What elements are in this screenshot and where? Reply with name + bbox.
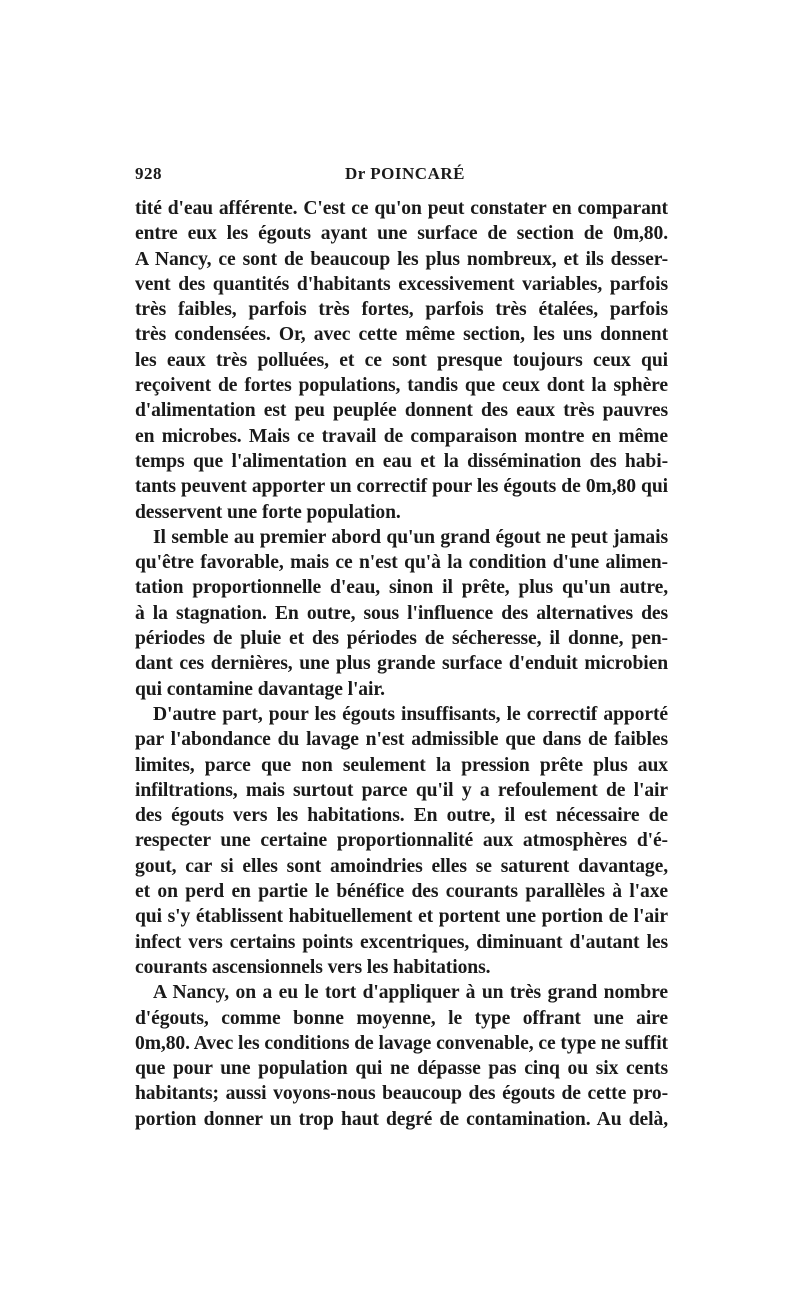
text-line: portion donner un trop haut degré de contamination. Au delà,	[135, 1108, 668, 1130]
text-line: par l'abondance du lavage n'est admissible que dans de faibles	[135, 729, 668, 751]
text-line: reçoivent de fortes populations, tandis que ceux dont la sphère	[135, 375, 668, 397]
text-line: limites, parce que non seulement la pression prête plus aux	[135, 754, 668, 776]
text-line: très faibles, parfois très fortes, parfois très étalées, parfois	[135, 299, 668, 321]
text-line: qui s'y établissent habituellement et portent une portion de l'air	[135, 906, 668, 928]
text-line: tité d'eau afférente. C'est ce qu'on peut constater en comparant	[135, 198, 668, 219]
text-line: à la stagnation. En outre, sous l'influence des alternatives des	[135, 602, 668, 624]
text-line: en microbes. Mais ce travail de comparaison montre en même	[135, 425, 668, 447]
text-line: temps que l'alimentation en eau et la dissémination des habi-	[135, 450, 668, 472]
text-line: D'autre part, pour les égouts insuffisants, le correctif apporté	[153, 703, 668, 725]
text-line: 0m,80. Avec les conditions de lavage convenable, ce type ne suffit	[135, 1032, 668, 1054]
body-text	[135, 196, 668, 1132]
text-line: A Nancy, ce sont de beaucoup les plus nombreux, et ils desser-	[135, 248, 668, 270]
text-line: desservent une forte population.	[135, 501, 401, 523]
text-line: qui contamine davantage l'air.	[135, 678, 385, 700]
running-head-author: Dr POINCARÉ	[345, 164, 465, 183]
text-line: et on perd en partie le bénéfice des courants parallèles à l'axe	[135, 881, 668, 903]
text-line: des égouts vers les habitations. En outre, il est nécessaire de	[135, 805, 668, 827]
text-line: respecter une certaine proportionnalité aux atmosphères d'é-	[135, 830, 668, 852]
text-line: d'égouts, comme bonne moyenne, le type offrant une aire	[135, 1007, 668, 1029]
text-line: dant ces dernières, une plus grande surface d'enduit microbien	[135, 653, 668, 675]
text-line: infect vers certains points excentriques, diminuant d'autant les	[135, 931, 668, 953]
page-number: 928	[135, 164, 162, 183]
text-line: qu'être favorable, mais ce n'est qu'à la condition d'une alimen-	[135, 552, 668, 574]
text-line: courants ascensionnels vers les habitations.	[135, 956, 491, 978]
text-line: vent des quantités d'habitants excessivement variables, parfois	[135, 273, 668, 295]
text-line: entre eux les égouts ayant une surface de section de 0m,80.	[135, 223, 668, 245]
running-head	[135, 164, 668, 188]
text-line: très condensées. Or, avec cette même section, les uns donnent	[135, 324, 668, 346]
text-line: les eaux très polluées, et ce sont presque toujours ceux qui	[135, 349, 668, 371]
text-line: Il semble au premier abord qu'un grand égout ne peut jamais	[153, 526, 668, 548]
text-line: tants peuvent apporter un correctif pour les égouts de 0m,80 qui	[135, 476, 668, 498]
text-line: que pour une population qui ne dépasse pas cinq ou six cents	[135, 1058, 668, 1080]
text-line: A Nancy, on a eu le tort d'appliquer à un très grand nombre	[153, 982, 668, 1004]
text-line: d'alimentation est peu peuplée donnent des eaux très pauvres	[135, 400, 668, 422]
text-line: infiltrations, mais surtout parce qu'il y a refoulement de l'air	[135, 779, 668, 801]
text-line: gout, car si elles sont amoindries elles se saturent davantage,	[135, 855, 668, 877]
text-line: tation proportionnelle d'eau, sinon il prête, plus qu'un autre,	[135, 577, 668, 599]
text-line: périodes de pluie et des périodes de sécheresse, il donne, pen-	[135, 628, 668, 650]
text-line: habitants; aussi voyons-nous beaucoup des égouts de cette pro-	[135, 1083, 668, 1105]
